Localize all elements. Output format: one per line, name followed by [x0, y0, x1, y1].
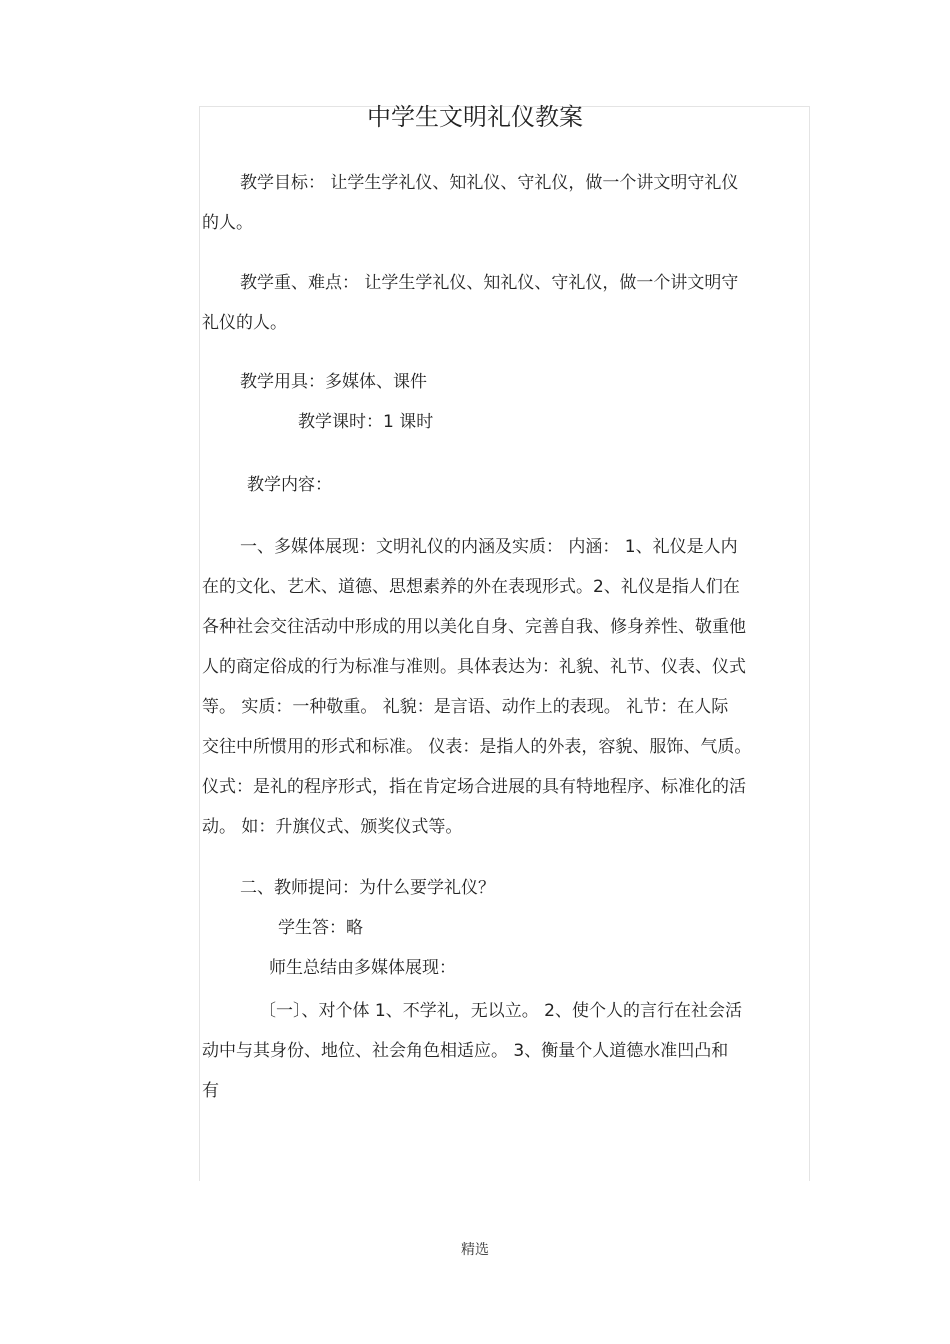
summary-intro: 师生总结由多媒体展现：	[269, 958, 456, 978]
key-points	[202, 263, 822, 343]
section-1-line: 一、多媒体展现：文明礼仪的内涵及实质： 内涵： 1、礼仪是人内	[240, 537, 738, 557]
section-2-line: 动中与其身份、地位、社会角色相适应。 3、衡量个人道德水准凹凸和	[202, 1041, 729, 1061]
key-points-line-1: 教学重、难点： 让学生学礼仪、知礼仪、守礼仪，做一个讲文明守	[240, 273, 739, 293]
student-answer: 学生答：略	[278, 918, 363, 938]
section-1-line: 等。 实质：一种敬重。 礼貌：是言语、动作上的表现。 礼节：在人际	[202, 697, 729, 717]
section-1	[202, 527, 822, 847]
teaching-tools: 教学用具：多媒体、课件	[240, 372, 427, 392]
teacher-question: 二、教师提问：为什么要学礼仪？	[240, 878, 495, 898]
teaching-goal-line-1: 教学目标： 让学生学礼仪、知礼仪、守礼仪，做一个讲文明守礼仪	[240, 173, 739, 193]
section-1-line: 人的商定俗成的行为标准与准则。具体表达为：礼貌、礼节、仪表、仪式	[202, 657, 746, 677]
teaching-goal-line-2: 的人。	[202, 213, 253, 233]
section-1-line: 各种社会交往活动中形成的用以美化自身、完善自我、修身养性、敬重他	[202, 617, 746, 637]
section-2-line: 〔一〕、对个体 1、不学礼，无以立。 2、使个人的言行在社会活	[259, 1001, 742, 1021]
content-label: 教学内容：	[247, 475, 332, 495]
section-1-line: 仪式：是礼的程序形式，指在肯定场合进展的具有特地程序、标准化的活	[202, 777, 746, 797]
teaching-goal	[202, 163, 822, 243]
section-2-line: 有	[202, 1081, 219, 1101]
key-points-line-2: 礼仪的人。	[202, 313, 287, 333]
section-1-line: 交往中所惯用的形式和标准。 仪表：是指人的外表，容貌、服饰、气质。	[202, 737, 752, 757]
page-footer: 精选	[461, 1242, 489, 1258]
page-title: 中学生文明礼仪教案	[367, 103, 583, 131]
teaching-hours: 教学课时：1 课时	[298, 412, 434, 432]
section-1-line: 动。 如：升旗仪式、颁奖仪式等。	[202, 817, 463, 837]
section-1-line: 在的文化、艺术、道德、思想素养的外在表现形式。2、礼仪是指人们在	[202, 577, 740, 597]
section-2-body	[202, 991, 822, 1111]
